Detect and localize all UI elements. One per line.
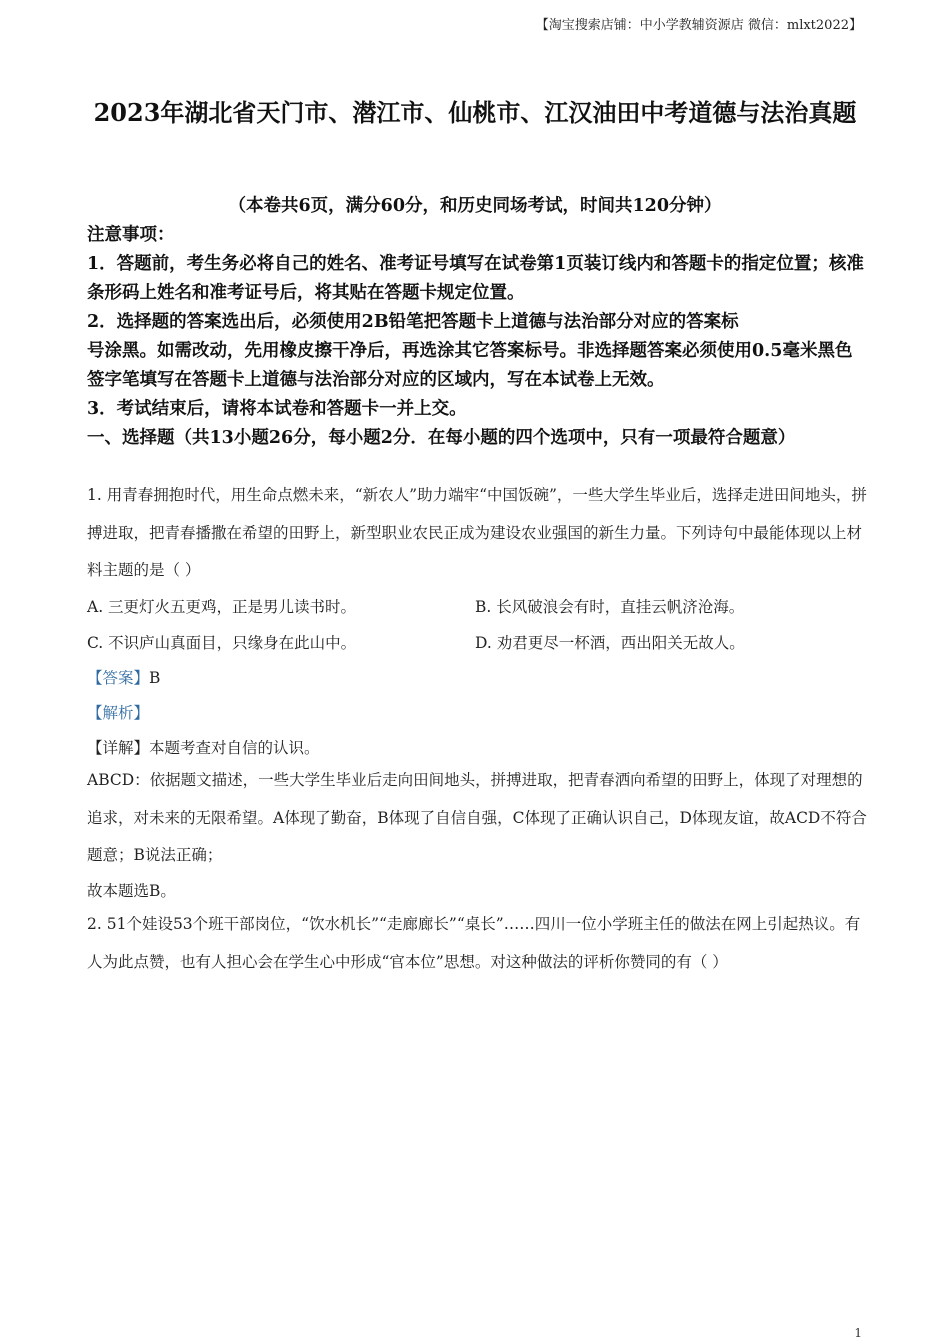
- page-title: 2023年湖北省天门市、潜江市、仙桃市、江汉油田中考道德与法治真题: [93, 98, 857, 127]
- notice-item-2-line2: 号涂黑。如需改动，先用橡皮擦干净后，再选涂其它答案标号。非选择题答案必须使用0.5毫米黑色签字笔填写在答题卡上道德与法治部分对应的区域内，写在本试卷上无效。: [87, 341, 853, 390]
- header-note: 【淘宝搜索店铺：中小学教辅资源店 微信：mlxt2022】: [535, 18, 862, 33]
- answer-value: B: [149, 669, 161, 687]
- exam-subtitle: （本卷共6页，满分60分，和历史同场考试，时间共120分钟）: [228, 196, 722, 216]
- notice-item-2-line1: 2．选择题的答案选出后，必须使用2B铅笔把答题卡上道德与法治部分对应的答案标: [87, 312, 739, 332]
- analysis-label: 【解析】: [87, 704, 150, 722]
- explanation-text: ABCD：依据题文描述，一些大学生毕业后走向田间地头，拼搏进取，把青春洒向希望的田野上，体现了对理想的追求，对未来的无限希望。A体现了勤奋，B体现了自信自强，C体现了正确认识自己，D体现友谊，故ACD不符合题意；B说法正确；: [87, 771, 867, 864]
- conclusion-line: 故本题选B。: [87, 882, 176, 900]
- answer-line: [87, 666, 160, 688]
- page-number: 1: [854, 1326, 862, 1340]
- question-1-option-a: A. 三更灯火五更鸡，正是男儿读书时。: [87, 598, 357, 616]
- question-1-option-c: C. 不识庐山真面目，只缘身在此山中。: [87, 634, 357, 652]
- question-1-option-d: D. 劝君更尽一杯酒，西出阳关无故人。: [475, 634, 745, 652]
- section-heading: 一、选择题（共13小题26分，每小题2分．在每小题的四个选项中，只有一项最符合题意）: [87, 428, 796, 448]
- question-1-stem: 1. 用青春拥抱时代，用生命点燃未来，“新农人”助力端牢“中国饭碗”，一些大学生毕业后，选择走进田间地头，拼搏进取，把青春播撒在希望的田野上，新型职业农民正成为建设农业强国的新生力量。下列诗句中最能体现以上材料主题的是（ ）: [87, 486, 867, 579]
- notice-heading: 注意事项：: [87, 225, 175, 245]
- detail-line: 【详解】本题考查对自信的认识。: [87, 739, 320, 757]
- answer-label: 【答案】: [87, 669, 150, 687]
- notice-item-3: 3．考试结束后，请将本试卷和答题卡一并上交。: [87, 399, 467, 419]
- question-1-option-b: B. 长风破浪会有时，直挂云帆济沧海。: [475, 598, 745, 616]
- question-2-stem: 2. 51个娃设53个班干部岗位，“饮水机长”“走廊廊长”“桌长”……四川一位小学班主任的做法在网上引起热议。有人为此点赞，也有人担心会在学生心中形成“官本位”思想。对这种做法的评析你赞同的有（ ）: [87, 915, 861, 971]
- notice-item-1: 1．答题前，考生务必将自己的姓名、准考证号填写在试卷第1页装订线内和答题卡的指定位置；核准条形码上姓名和准考证号后，将其贴在答题卡规定位置。: [87, 254, 864, 303]
